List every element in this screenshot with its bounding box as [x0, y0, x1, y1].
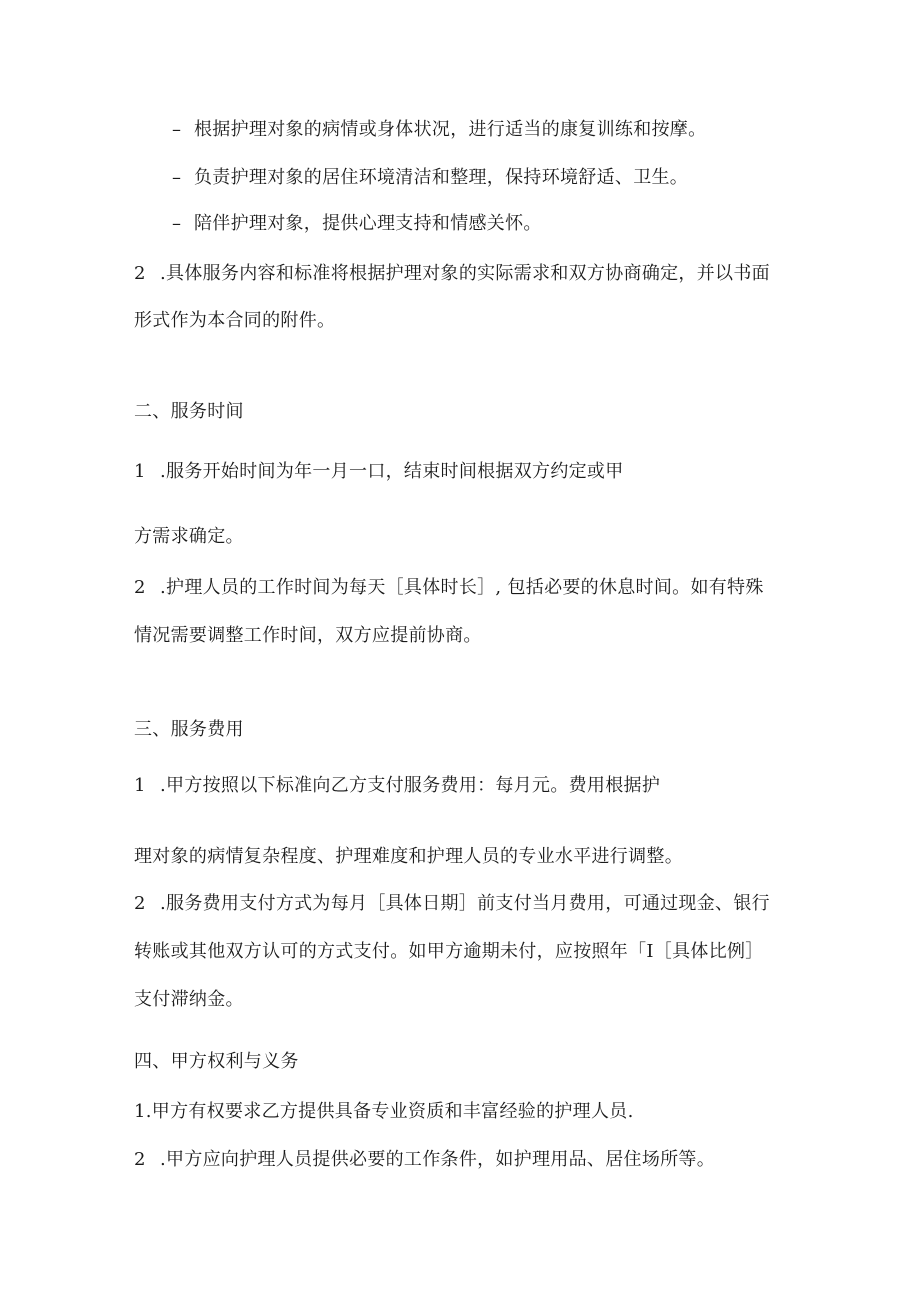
bullet-text: 陪伴护理对象，提供心理支持和情感关怀。: [194, 213, 542, 234]
bullet-item-rehab: [172, 118, 706, 142]
item-text: .服务费用支付方式为每月［具体日期］前支付当月费用，可通过现金、银行: [160, 893, 770, 914]
s2-item2-line1: [134, 576, 764, 600]
s4-item1: 1.甲方有权要求乙方提供具备专业资质和丰富经验的护理人员.: [134, 1101, 634, 1122]
s4-item2-line1: [134, 1148, 715, 1172]
bullet-text: 负责护理对象的居住环境清洁和整理，保持环境舒适、卫生。: [194, 167, 689, 188]
item-text: .护理人员的工作时间为每天［具体时长］, 包括必要的休息时间。如有特殊: [160, 577, 764, 598]
s3-item2-line2: 转账或其他双方认可的方式支付。如甲方逾期未付，应按照年「I［具体比例］: [134, 941, 764, 962]
bullet-item-companion: [172, 212, 542, 236]
item-number: 2: [134, 893, 146, 914]
item-number: 1: [134, 775, 146, 796]
item-number: 2: [134, 263, 146, 284]
bullet-dash: –: [172, 213, 182, 234]
bullet-item-cleaning: [172, 166, 688, 190]
item-text: .甲方应向护理人员提供必要的工作条件，如护理用品、居住场所等。: [160, 1149, 716, 1170]
s1-item2-line1: [134, 262, 770, 286]
s3-item2-line3: 支付滞纳金。: [134, 989, 244, 1010]
s2-item2-line2: 情况需要调整工作时间，双方应提前协商。: [134, 625, 482, 646]
s3-item2-line1: [134, 892, 770, 916]
bullet-text: 根据护理对象的病情或身体状况，进行适当的康复训练和按摩。: [194, 119, 707, 140]
item-text: .服务开始时间为年一月一口，结束时间根据双方约定或甲: [160, 461, 624, 482]
bullet-dash: –: [172, 119, 182, 140]
item-number: 2: [134, 577, 146, 598]
bullet-dash: –: [172, 167, 182, 188]
item-number: 2: [134, 1149, 146, 1170]
section-title-service-time: 二、服务时间: [134, 401, 244, 422]
item-number: 1: [134, 461, 146, 482]
s1-item2-line2: 形式作为本合同的附件。: [134, 310, 336, 331]
item-text: .甲方按照以下标准向乙方支付服务费用：每月元。费用根据护: [160, 775, 661, 796]
section-title-party-a: 四、甲方权利与义务: [134, 1051, 299, 1072]
item-text: .具体服务内容和标准将根据护理对象的实际需求和双方协商确定，并以书面: [160, 263, 770, 284]
s2-item1-line2: 方需求确定。: [134, 526, 244, 547]
s3-item1-line1: [134, 774, 660, 798]
s2-item1-line1: [134, 460, 624, 484]
section-title-service-fee: 三、服务费用: [134, 719, 244, 740]
s3-item1-line2: 理对象的病情复杂程度、护理难度和护理人员的专业水平进行调整。: [134, 846, 683, 867]
